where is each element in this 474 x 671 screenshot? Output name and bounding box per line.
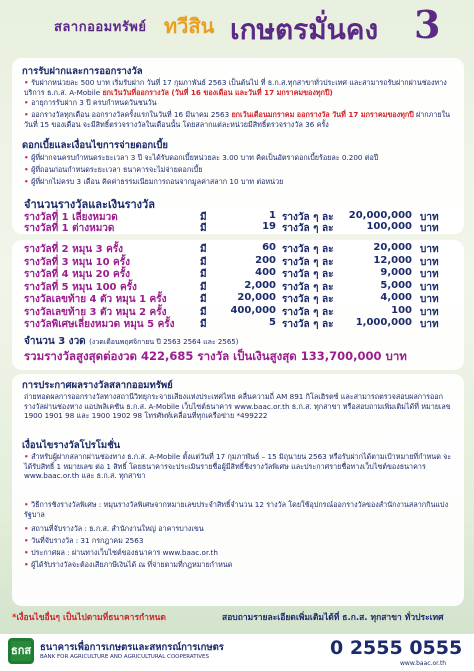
prize-name: รางวัลเลขท้าย 4 ตัว หมุน 1 ครั้ง [24,294,167,305]
title-script: ทวีสิน [164,14,215,38]
bullet-icon: • [24,78,32,87]
prize-name: รางวัลที่ 4 หมุน 20 ครั้ง [24,269,130,280]
prize-name: รางวัลที่ 5 หมุน 100 ครั้ง [24,281,137,293]
prize-row [24,255,454,267]
prize-amount: 100,000 [366,221,412,232]
prize-currency: บาท [420,269,439,280]
prize-row [24,221,454,233]
prize-count: 19 [262,221,276,232]
prize-amount: 1,000,000 [355,317,412,328]
announcement-heading: การประกาศผลรางวัลสลากออมทรัพย์ [22,380,173,391]
bullet-icon: • [24,153,32,162]
deposit-heading: การรับฝากและการออกรางวัล [22,66,143,77]
prize-amount: 12,000 [373,254,412,266]
prize-amount: 9,000 [380,267,412,278]
prize-amount: 20,000 [373,242,412,253]
announcement-card [12,374,464,606]
poster-title [14,4,460,54]
bank-name-thai: ธนาคารเพื่อการเกษตรและสหกรณ์การเกษตร [40,642,224,653]
bullet-icon: • [24,560,32,569]
prize-row [24,317,454,329]
prize-unit-label: รางวัล ๆ ละ [282,269,334,280]
prize-count: 20,000 [237,292,276,303]
prize-name: รางวัลที่ 3 หมุน 10 ครั้ง [24,256,130,268]
website-link[interactable]: www.baac.or.th [400,660,447,667]
interest-heading: ดอกเบี้ยและเงื่อนไขการจ่ายดอกเบี้ย [22,140,169,151]
title-prefix: สลากออมทรัพย์ [54,20,147,35]
list-item: • ออกรางวัลทุกเดือน ออกรางวัลครั้งแรกในวันที่ 16 มีนาคม 2563 ยกเว้นเดือนมกราคม ออกรางวัล วันที่ 17 มกราคมของทุกปี ฝากภายในวันที่ 15 ของเดือน จะมีสิทธิ์ตรวจรางวัลในเดือนนั้น โดยสลากแต่ละหน่วยมีสิทธิ์ตรวจรางวัล 36 ครั้ง [24,110,451,129]
prize-summary: รวมรางวัลสูงสุดต่องวด 422,685 รางวัล เป็นเงินสูงสุด 133,700,000 บาท [24,349,407,363]
list-item: • ผู้ได้รับรางวัลจะต้องเสียภาษีเงินได้ ณ ที่จ่ายตามที่กฎหมายกำหนด [24,560,233,569]
list-item: • ผู้ที่ฝากจนครบกำหนดระยะเวลา 3 ปี จะได้รับดอกเบี้ยหน่วยละ 3.00 บาท คิดเป็นอัตราดอกเบี้ยร้อยละ 0.200 ต่อปี [24,153,379,162]
prize-has-label: มี [200,212,207,223]
prize-count: 400 [255,267,276,278]
prize-currency: บาท [420,294,439,305]
title-main: เกษตรมั่นคง [230,13,379,46]
prize-currency: บาท [420,256,439,268]
prize-has-label: มี [200,223,207,234]
bullet-icon: • [24,548,32,557]
prize-name: รางวัลที่ 2 หมุน 3 ครั้ง [24,244,124,255]
prize-has-label: มี [200,256,207,268]
prize-has-label: มี [200,281,207,293]
list-item: • วิธีการชิงรางวัลพิเศษ : หมุนรางวัลพิเศษจากหมายเลขประจำสิทธิ์จำนวน 12 รางวัล โดยใช้อุปกรณ์ออกรางวัลของสำนักงานสลากกินแบ่งรัฐบาล [24,500,449,519]
prize-currency: บาท [420,319,439,330]
prize-count: 200 [255,254,276,266]
draw-count: จำนวน 3 งวด (งวดเดือนพฤศจิกายน ปี 2563 2564 และ 2565) [24,336,239,347]
prize-table-title: จำนวนรางวัลและเงินรางวัล [24,198,155,211]
prize-unit-label: รางวัล ๆ ละ [282,212,334,223]
footer-note [12,610,464,624]
list-item: • ผู้ที่ถอนก่อนกำหนดระยะเวลา ธนาคารจะไม่จ่ายดอกเบี้ย [24,165,203,174]
prize-amount: 100 [391,304,412,316]
promo-heading: เงื่อนไขรางวัลโปรโมชั่น [22,440,121,451]
prize-unit-label: รางวัล ๆ ละ [282,244,334,255]
bullet-icon: • [24,524,32,533]
prize-currency: บาท [420,281,439,293]
prize-currency: บาท [420,306,439,318]
prize-table-card [12,240,464,370]
prize-unit-label: รางวัล ๆ ละ [282,306,334,318]
prize-unit-label: รางวัล ๆ ละ [282,294,334,305]
prize-count: 400,000 [230,304,276,316]
prize-currency: บาท [420,244,439,255]
contact-note: สอบถามรายละเอียดเพิ่มเติมได้ที่ ธ.ก.ส. ทุกสาขา ทั่วประเทศ [222,613,444,623]
prize-amount: 20,000,000 [348,210,412,221]
deposit-conditions-card [12,58,464,234]
prize-unit-label: รางวัล ๆ ละ [282,256,334,268]
bullet-icon: • [24,536,32,545]
prize-row [24,242,454,254]
prize-name: รางวัลพิเศษเลี่ยงหมวด หมุน 5 ครั้ง [24,319,175,330]
prize-has-label: มี [200,306,207,318]
bank-logo-icon: ธกส [8,638,34,664]
prize-has-label: มี [200,244,207,255]
prize-name: รางวัลเลขท้าย 3 ตัว หมุน 2 ครั้ง [24,306,167,318]
prize-unit-label: รางวัล ๆ ละ [282,223,334,234]
announcement-body: ถ่ายทอดผลการออกรางวัลทางสถานีวิทยุกระจายเสียงแห่งประเทศไทย คลื่นความถี่ AM 891 กิโลเฮิรตซ์ และสามารถตรวจสอบผลการออกรางวัลผ่านช่องทาง แอปพลิเคชัน ธ.ก.ส. A-Mobile เว็บไซต์ธนาคาร www.baac.or.th ธ.ก.ส. ทุกสาขา หรือสอบถามเพิ่มเติมได้ที่ หมายเลข 1900 1901 98 และ 1900 1902 98 โทรศัพท์เคลื่อนที่ทุกเครือข่าย *499222 [24,392,451,420]
prize-amount: 5,000 [380,279,412,291]
prize-has-label: มี [200,319,207,330]
prize-count: 1 [269,210,276,221]
conditions-note: *เงื่อนไขอื่นๆ เป็นไปตามที่ธนาคารกำหนด [12,613,166,623]
bullet-icon: • [24,110,32,119]
prize-count: 2,000 [244,279,276,291]
title-number: 3 [414,2,441,47]
list-item: • สถานที่จับรางวัล : ธ.ก.ส. สำนักงานใหญ่ อาคารบางเขน [24,524,204,533]
list-item: • ประกาศผล : ผ่านทางเว็บไซต์ของธนาคาร www.baac.or.th [24,548,218,557]
prize-row [24,267,454,279]
prize-has-label: มี [200,269,207,280]
prize-row [24,292,454,304]
list-item: • สำหรับผู้ฝากสลากผ่านช่องทาง ธ.ก.ส. A-Mobile ตั้งแต่วันที่ 17 กุมภาพันธ์ – 15 มิถุนายน 2563 หรือรับฝากได้ตามเป้าหมายที่กำหนด จะได้รับสิทธิ์ 1 หมายเลข ต่อ 1 สิทธิ์ โดยธนาคารจะประเมินรายชื่อผู้มีสิทธิ์ชิงรางวัลพิเศษ และประกาศรายชื่อทางเว็บไซต์ของธนาคาร www.baac.or.th และ ธ.ก.ส. ทุกสาขา [24,452,452,480]
prize-currency: บาท [420,212,439,223]
bullet-icon: • [24,452,32,461]
prize-currency: บาท [420,223,439,234]
prize-unit-label: รางวัล ๆ ละ [282,281,334,293]
prize-has-label: มี [200,294,207,305]
contact-phone: 0 2555 0555 [330,637,463,659]
bank-footer [0,634,474,671]
bullet-icon: • [24,177,32,186]
list-item: • ผู้ที่ฝากไม่ครบ 3 เดือน คิดค่าธรรมเนียมการถอนจากมูลค่าสลาก 10 บาท ต่อหน่วย [24,177,284,186]
prize-row [24,305,454,317]
prize-unit-label: รางวัล ๆ ละ [282,319,334,330]
bank-name-english: BANK FOR AGRICULTURE AND AGRICULTURAL COOPERATIVES [40,654,209,660]
bullet-icon: • [24,165,32,174]
list-item: • อายุการรับฝาก 3 ปี ครบกำหนดวันชนวัน [24,98,157,107]
bullet-icon: • [24,98,32,107]
prize-name: รางวัลที่ 1 เลี่ยงหมวด [24,212,118,223]
prize-name: รางวัลที่ 1 ต่างหมวด [24,223,115,234]
prize-count: 60 [262,242,276,253]
prize-row [24,280,454,292]
list-item: • รับฝากหน่วยละ 500 บาท เริ่มรับฝาก วันที่ 17 กุมภาพันธ์ 2563 เป็นต้นไป ที่ ธ.ก.ส.ทุกสาขาทั่วประเทศ และสามารถรับฝากผ่านช่องทางบริการ ธ.ก.ส. A-Mobile ยกเว้นวันที่ออกรางวัล (วันที่ 16 ของเดือน และวันที่ 17 มกราคมของทุกปี) [24,78,447,97]
bullet-icon: • [24,500,32,509]
prize-count: 5 [269,317,276,328]
prize-amount: 4,000 [380,292,412,303]
list-item: • วันที่จับรางวัล : 31 กรกฎาคม 2563 [24,536,144,545]
